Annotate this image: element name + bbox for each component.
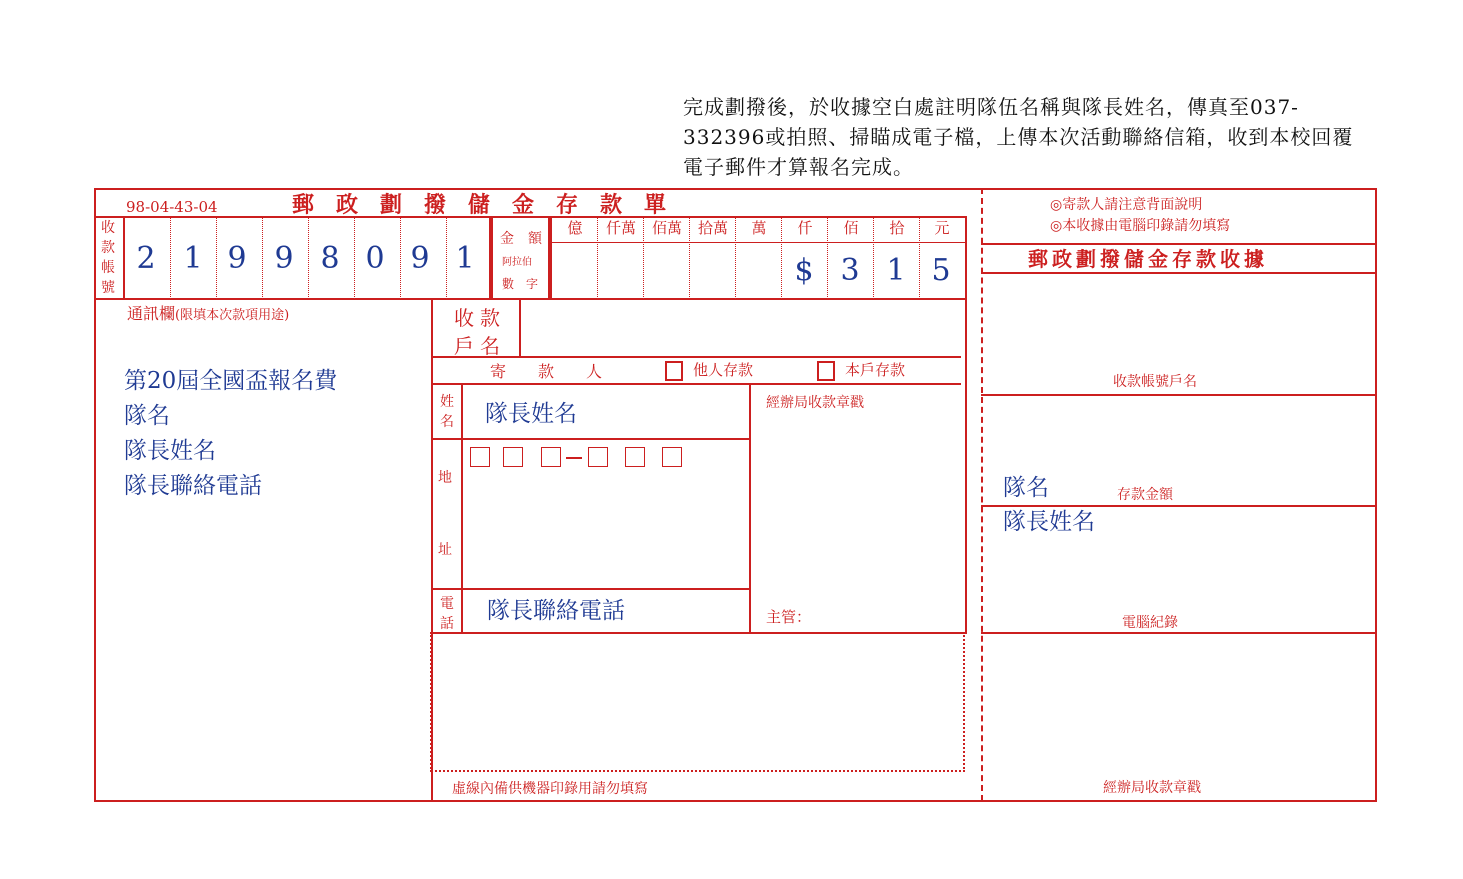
machine-note: 虛線內備供機器印錄用請勿填寫 bbox=[452, 781, 648, 797]
postal-box[interactable] bbox=[625, 447, 645, 467]
account-digit: 0 bbox=[365, 241, 385, 276]
machine-print-area bbox=[430, 632, 965, 772]
memo-line: 隊長姓名 bbox=[124, 438, 216, 464]
memo-hint: (限填本次款項用途) bbox=[175, 308, 290, 323]
payee-bottom-line bbox=[431, 356, 961, 358]
account-digit: 9 bbox=[274, 241, 294, 276]
address-label-1: 地 bbox=[438, 470, 452, 486]
amount-digit: 3 bbox=[840, 253, 860, 288]
postal-dash bbox=[566, 457, 582, 459]
account-digit: 8 bbox=[320, 241, 340, 276]
memo-label bbox=[127, 306, 289, 322]
unit-label: 元 bbox=[934, 219, 950, 237]
unit-label: 萬 bbox=[751, 219, 767, 237]
receipt-line bbox=[981, 394, 1376, 396]
receipt-payee-label: 收款帳號戶名 bbox=[1113, 374, 1197, 390]
frame-right bbox=[1375, 188, 1377, 801]
receipt-team-value: 隊名 bbox=[1003, 475, 1049, 501]
account-digit: 9 bbox=[227, 241, 247, 276]
unit-label: 佰 bbox=[843, 219, 859, 237]
phone-value: 隊長聯絡電話 bbox=[487, 598, 625, 624]
other-deposit-checkbox[interactable] bbox=[665, 361, 683, 381]
unit-label: 仟 bbox=[797, 219, 813, 237]
amount-divider bbox=[689, 216, 690, 299]
info-label-divider bbox=[461, 383, 463, 633]
self-deposit-label: 本戶存款 bbox=[845, 361, 906, 379]
postal-box[interactable] bbox=[503, 447, 523, 467]
memo-line: 第20屆全國盃報名費 bbox=[124, 368, 338, 394]
receipt-line bbox=[981, 632, 1376, 634]
phone-label: 電話 bbox=[440, 596, 454, 632]
sender-label: 寄 款 人 bbox=[490, 362, 603, 381]
form-title: 郵 政 劃 撥 儲 金 存 款 單 bbox=[292, 192, 667, 218]
supervisor-label: 主管： bbox=[766, 608, 812, 626]
receipt-note-2: ◎本收據由電腦印錄請勿填寫 bbox=[1050, 218, 1231, 234]
frame-top bbox=[94, 188, 1377, 190]
self-deposit-checkbox[interactable] bbox=[817, 361, 835, 381]
name-value: 隊長姓名 bbox=[485, 401, 577, 427]
unit-label: 拾 bbox=[889, 219, 905, 237]
receipt-stamp-label: 經辦局收款章戳 bbox=[1103, 780, 1201, 796]
receipt-captain-value: 隊長姓名 bbox=[1003, 509, 1095, 535]
stamp-label: 經辦局收款章戳 bbox=[766, 395, 864, 411]
receipt-amount-label: 存款金額 bbox=[1117, 487, 1173, 503]
account-digit: 2 bbox=[136, 241, 156, 276]
receipt-title: 郵政劃撥儲金存款收據 bbox=[1028, 247, 1268, 271]
tear-line bbox=[981, 188, 983, 801]
account-digit: 9 bbox=[410, 241, 430, 276]
payee-label: 收款戶名 bbox=[454, 306, 506, 358]
receipt-line bbox=[981, 243, 1376, 245]
unit-label: 仟萬 bbox=[605, 219, 636, 237]
row-bottom-line bbox=[94, 298, 967, 300]
unit-label: 億 bbox=[567, 219, 583, 237]
amount-digit: $ bbox=[794, 253, 814, 288]
frame-left bbox=[94, 188, 96, 801]
receipt-computer-label: 電腦紀錄 bbox=[1122, 615, 1178, 631]
receipt-line bbox=[981, 272, 1376, 274]
stamp-divider bbox=[749, 383, 751, 633]
amount-divider bbox=[643, 216, 644, 299]
frame-bottom bbox=[94, 800, 1377, 802]
account-digit: 1 bbox=[183, 241, 203, 276]
postal-box[interactable] bbox=[662, 447, 682, 467]
memo-line: 隊長聯絡電話 bbox=[124, 473, 262, 499]
receipt-note-1: ◎寄款人請注意背面說明 bbox=[1050, 197, 1203, 213]
address-label-2: 址 bbox=[438, 542, 452, 558]
account-digit: 1 bbox=[455, 241, 475, 276]
sender-bottom-line bbox=[431, 383, 961, 385]
memo-line: 隊名 bbox=[124, 403, 170, 429]
form-code: 98-04-43-04 bbox=[126, 198, 218, 216]
other-deposit-label: 他人存款 bbox=[693, 361, 754, 379]
address-bottom-line bbox=[431, 588, 750, 590]
postal-box[interactable] bbox=[588, 447, 608, 467]
amount-divider bbox=[735, 216, 736, 299]
notice-text: 完成劃撥後，於收據空白處註明隊伍名稱與隊長姓名，傳真至037-332396或拍照、掃瞄成電子檔，上傳本次活動聯絡信箱，收到本校回覆電子郵件才算報名完成。 bbox=[683, 95, 1354, 179]
memo-label-text: 通訊欄 bbox=[127, 304, 176, 323]
amount-label-bot: 數 字 bbox=[502, 277, 539, 291]
form-inner-right bbox=[965, 216, 967, 634]
amount-label-top: 金 額 bbox=[500, 231, 542, 247]
amount-digit: 1 bbox=[886, 253, 906, 288]
unit-label: 拾萬 bbox=[697, 219, 728, 237]
amount-digit: 5 bbox=[931, 253, 951, 288]
name-label: 姓名 bbox=[440, 394, 454, 430]
unit-label: 佰萬 bbox=[651, 219, 682, 237]
unit-line bbox=[552, 242, 965, 243]
name-bottom-line bbox=[431, 438, 750, 440]
payee-divider bbox=[519, 298, 521, 356]
account-label: 收款帳號 bbox=[101, 220, 115, 296]
amount-label-mid: 阿拉伯 bbox=[502, 257, 532, 268]
postal-box[interactable] bbox=[541, 447, 561, 467]
receipt-line bbox=[981, 505, 1376, 507]
postal-box[interactable] bbox=[470, 447, 490, 467]
amount-divider bbox=[597, 216, 598, 299]
